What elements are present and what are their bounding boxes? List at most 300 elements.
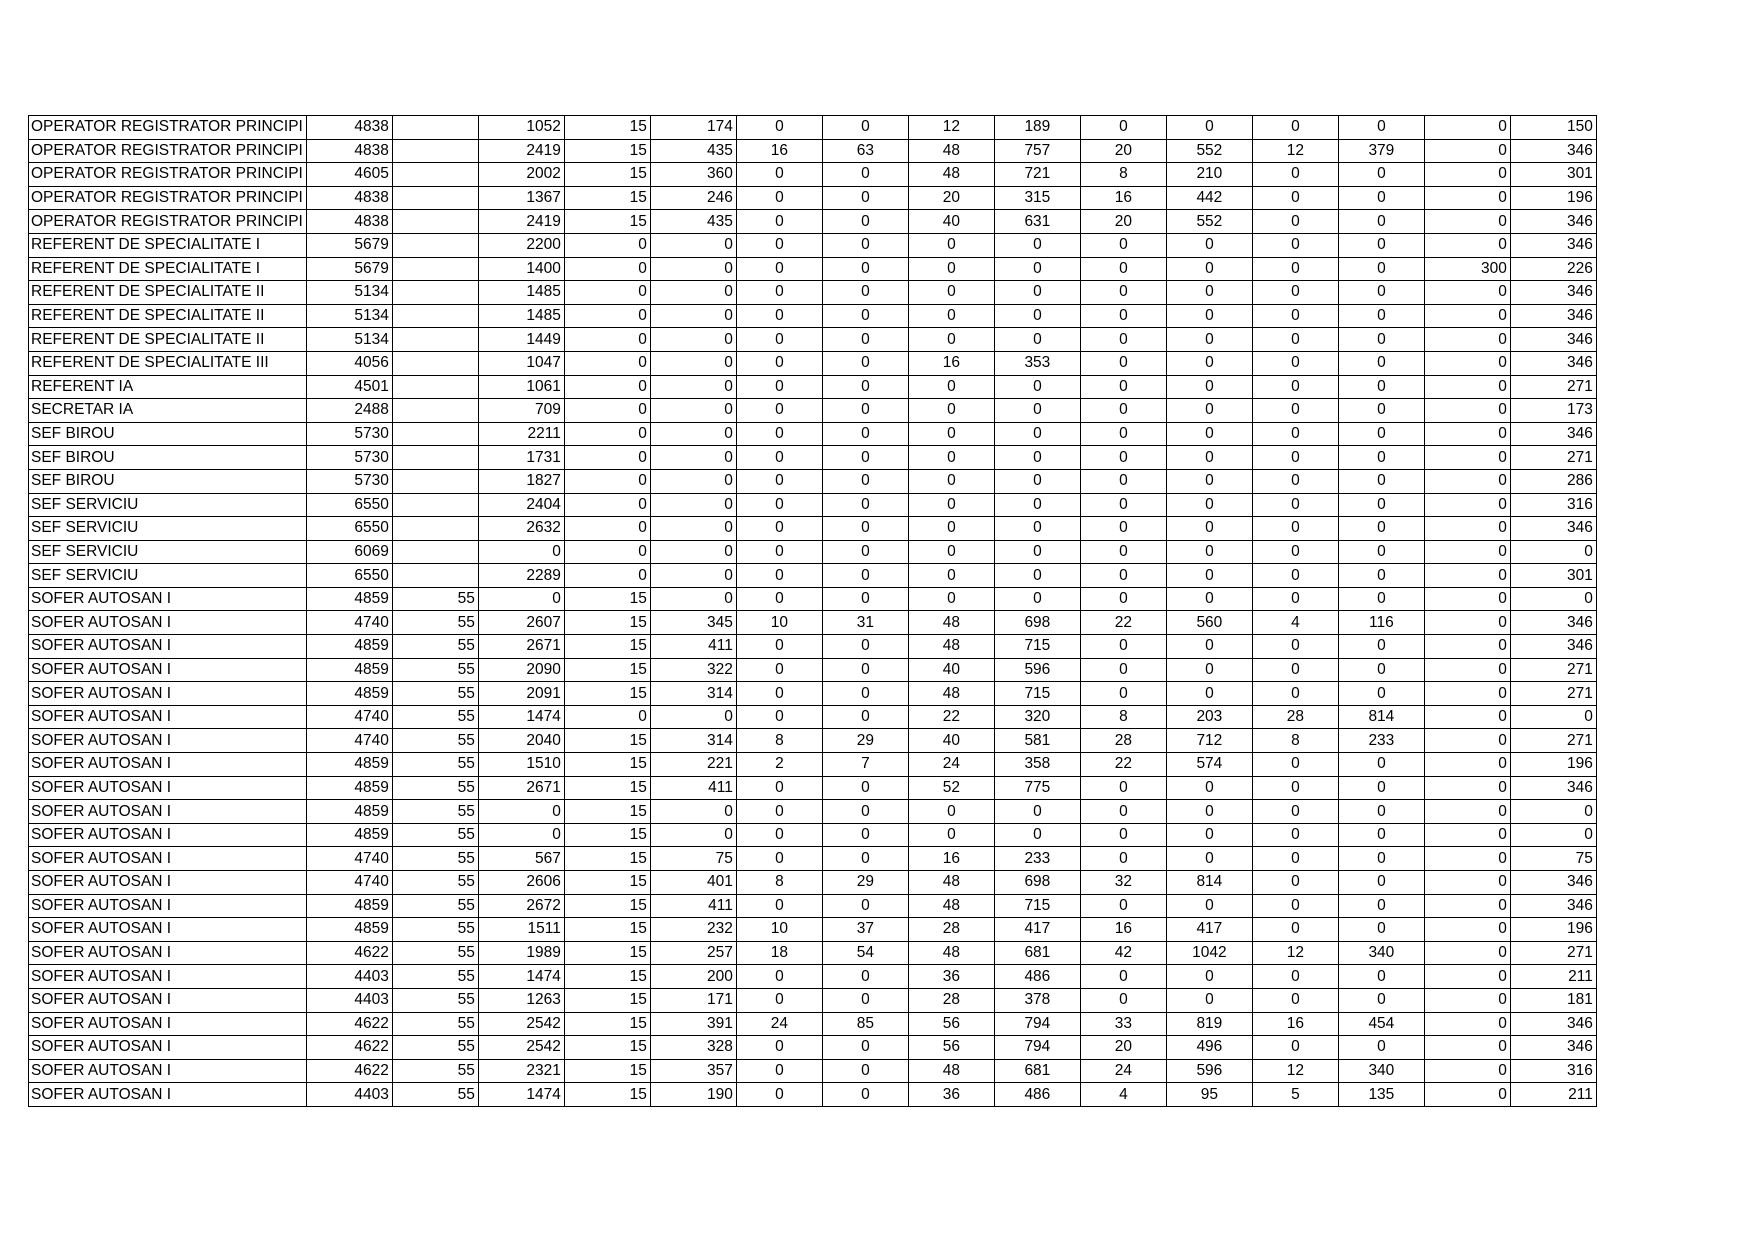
table-cell: 0 <box>1338 918 1424 942</box>
table-cell: 210 <box>1166 163 1252 187</box>
table-cell: 4838 <box>306 210 392 234</box>
table-cell: 16 <box>736 139 822 163</box>
table-cell: 4740 <box>306 871 392 895</box>
table-cell: 0 <box>1080 281 1166 305</box>
table-cell: 4859 <box>306 658 392 682</box>
table-cell: 346 <box>1510 139 1596 163</box>
table-cell <box>392 116 478 140</box>
table-cell: 0 <box>1338 635 1424 659</box>
table-cell: 496 <box>1166 1036 1252 1060</box>
table-cell: 0 <box>1252 823 1338 847</box>
table-cell: 0 <box>908 304 994 328</box>
table-cell: 0 <box>1252 493 1338 517</box>
table-cell: 15 <box>564 918 650 942</box>
table-cell: 0 <box>1424 847 1510 871</box>
table-cell: 0 <box>1338 894 1424 918</box>
table-cell: 346 <box>1510 422 1596 446</box>
table-cell: 0 <box>564 564 650 588</box>
table-cell: 345 <box>650 611 736 635</box>
table-cell: 0 <box>1252 540 1338 564</box>
table-cell: 55 <box>392 1012 478 1036</box>
table-cell: 0 <box>1080 776 1166 800</box>
table-cell: 0 <box>1252 1036 1338 1060</box>
table-row <box>29 776 1597 800</box>
table-cell: 173 <box>1510 399 1596 423</box>
table-cell: 54 <box>822 941 908 965</box>
table-cell: 0 <box>908 587 994 611</box>
table-cell: 4622 <box>306 1036 392 1060</box>
table-cell: 1474 <box>478 965 564 989</box>
table-cell: 715 <box>994 682 1080 706</box>
table-cell: 0 <box>994 823 1080 847</box>
table-cell: 0 <box>650 517 736 541</box>
table-cell: 24 <box>736 1012 822 1036</box>
table-row <box>29 186 1597 210</box>
table-cell: 2632 <box>478 517 564 541</box>
table-cell: 15 <box>564 988 650 1012</box>
table-cell: 5134 <box>306 304 392 328</box>
table-cell: 574 <box>1166 753 1252 777</box>
table-cell: 28 <box>1252 705 1338 729</box>
table-cell: 316 <box>1510 493 1596 517</box>
table-cell: 1485 <box>478 281 564 305</box>
table-cell: 0 <box>1252 446 1338 470</box>
table-cell: 20 <box>1080 210 1166 234</box>
table-cell: 1047 <box>478 351 564 375</box>
table-cell: 0 <box>908 422 994 446</box>
table-cell: 0 <box>478 587 564 611</box>
table-cell: 0 <box>736 587 822 611</box>
table-cell: 819 <box>1166 1012 1252 1036</box>
table-cell: 2542 <box>478 1036 564 1060</box>
table-cell: 4859 <box>306 753 392 777</box>
table-cell: 301 <box>1510 564 1596 588</box>
table-cell: 0 <box>1080 564 1166 588</box>
table-cell: 0 <box>908 564 994 588</box>
table-cell: 5679 <box>306 233 392 257</box>
table-cell: 15 <box>564 729 650 753</box>
table-cell: 10 <box>736 611 822 635</box>
table-cell: 233 <box>994 847 1080 871</box>
table-cell: 411 <box>650 776 736 800</box>
table-cell: 8 <box>1080 705 1166 729</box>
table-row <box>29 611 1597 635</box>
table-cell: 271 <box>1510 682 1596 706</box>
table-cell: 15 <box>564 1012 650 1036</box>
table-cell: 6550 <box>306 564 392 588</box>
table-cell: 1042 <box>1166 941 1252 965</box>
table-cell: 0 <box>1338 375 1424 399</box>
table-cell: 0 <box>822 422 908 446</box>
table-cell: 0 <box>1080 965 1166 989</box>
table-cell: 232 <box>650 918 736 942</box>
table-cell: 0 <box>1166 823 1252 847</box>
table-cell: 0 <box>822 682 908 706</box>
table-cell: 0 <box>1424 517 1510 541</box>
table-cell: 0 <box>1252 871 1338 895</box>
table-cell: 0 <box>1424 1083 1510 1107</box>
table-cell: 0 <box>1080 328 1166 352</box>
table-cell: 411 <box>650 635 736 659</box>
table-cell: 0 <box>736 988 822 1012</box>
table-cell: 15 <box>564 894 650 918</box>
table-cell: 715 <box>994 635 1080 659</box>
table-cell: 4740 <box>306 729 392 753</box>
table-cell: 36 <box>908 965 994 989</box>
table-cell: 0 <box>822 304 908 328</box>
cell-job-title: SOFER AUTOSAN I <box>29 776 307 800</box>
table-cell: 0 <box>736 210 822 234</box>
table-cell: 0 <box>1424 587 1510 611</box>
table-cell: 0 <box>1424 988 1510 1012</box>
table-cell: 552 <box>1166 139 1252 163</box>
table-cell: 0 <box>564 469 650 493</box>
table-cell: 0 <box>736 304 822 328</box>
cell-job-title: REFERENT DE SPECIALITATE I <box>29 233 307 257</box>
table-cell: 20 <box>1080 139 1166 163</box>
table-cell: 0 <box>1424 871 1510 895</box>
table-cell: 4622 <box>306 941 392 965</box>
table-cell: 0 <box>1080 988 1166 1012</box>
table-cell: 0 <box>1080 493 1166 517</box>
table-cell: 2289 <box>478 564 564 588</box>
table-cell: 0 <box>822 210 908 234</box>
table-cell: 0 <box>1166 446 1252 470</box>
table-cell: 0 <box>822 163 908 187</box>
table-cell: 0 <box>1338 257 1424 281</box>
table-cell: 0 <box>822 1083 908 1107</box>
table-cell: 681 <box>994 1059 1080 1083</box>
table-cell: 1052 <box>478 116 564 140</box>
table-cell: 0 <box>564 351 650 375</box>
cell-job-title: SOFER AUTOSAN I <box>29 871 307 895</box>
cell-job-title: SOFER AUTOSAN I <box>29 918 307 942</box>
table-cell: 0 <box>908 233 994 257</box>
table-cell: 0 <box>1166 587 1252 611</box>
table-cell: 0 <box>822 351 908 375</box>
table-cell: 4 <box>1252 611 1338 635</box>
table-row <box>29 682 1597 706</box>
cell-job-title: SOFER AUTOSAN I <box>29 587 307 611</box>
table-cell: 1474 <box>478 705 564 729</box>
table-cell: 16 <box>1252 1012 1338 1036</box>
table-cell: 0 <box>994 800 1080 824</box>
table-cell: 4859 <box>306 918 392 942</box>
table-cell: 0 <box>736 186 822 210</box>
table-cell: 0 <box>822 705 908 729</box>
table-cell: 0 <box>822 965 908 989</box>
table-cell: 15 <box>564 1059 650 1083</box>
table-cell: 712 <box>1166 729 1252 753</box>
table-cell: 0 <box>1338 399 1424 423</box>
table-cell: 211 <box>1510 1083 1596 1107</box>
table-cell: 346 <box>1510 871 1596 895</box>
table-cell: 15 <box>564 587 650 611</box>
table-cell: 0 <box>1252 186 1338 210</box>
table-cell: 4403 <box>306 1083 392 1107</box>
table-cell: 346 <box>1510 1036 1596 1060</box>
table-cell: 0 <box>1080 233 1166 257</box>
table-cell: 42 <box>1080 941 1166 965</box>
table-cell: 55 <box>392 965 478 989</box>
table-cell: 0 <box>1166 304 1252 328</box>
table-cell: 0 <box>1424 375 1510 399</box>
table-cell: 0 <box>822 823 908 847</box>
table-cell: 15 <box>564 210 650 234</box>
table-cell: 56 <box>908 1012 994 1036</box>
table-cell: 28 <box>908 988 994 1012</box>
cell-job-title: SEF SERVICIU <box>29 517 307 541</box>
table-cell: 15 <box>564 682 650 706</box>
table-cell: 7 <box>822 753 908 777</box>
table-cell: 2542 <box>478 1012 564 1036</box>
table-cell: 0 <box>1424 163 1510 187</box>
table-cell: 22 <box>908 705 994 729</box>
table-cell: 2404 <box>478 493 564 517</box>
table-cell: 0 <box>1166 257 1252 281</box>
table-cell: 12 <box>908 116 994 140</box>
table-cell: 0 <box>994 540 1080 564</box>
table-cell: 0 <box>650 469 736 493</box>
table-cell: 0 <box>1338 233 1424 257</box>
table-row <box>29 823 1597 847</box>
cell-job-title: SOFER AUTOSAN I <box>29 658 307 682</box>
table-cell: 0 <box>736 847 822 871</box>
cell-job-title: SOFER AUTOSAN I <box>29 965 307 989</box>
table-cell: 0 <box>1252 351 1338 375</box>
table-cell: 0 <box>736 682 822 706</box>
table-row <box>29 658 1597 682</box>
table-cell: 5730 <box>306 422 392 446</box>
table-cell: 0 <box>564 399 650 423</box>
table-cell <box>392 564 478 588</box>
table-cell: 55 <box>392 894 478 918</box>
table-cell <box>392 517 478 541</box>
table-cell: 0 <box>908 446 994 470</box>
table-cell: 55 <box>392 729 478 753</box>
table-cell: 0 <box>1080 635 1166 659</box>
table-cell: 29 <box>822 729 908 753</box>
table-row <box>29 163 1597 187</box>
table-cell: 0 <box>1338 422 1424 446</box>
table-cell: 0 <box>908 257 994 281</box>
table-cell: 346 <box>1510 776 1596 800</box>
table-cell: 0 <box>736 1059 822 1083</box>
table-cell: 0 <box>994 399 1080 423</box>
table-cell: 55 <box>392 658 478 682</box>
table-cell: 353 <box>994 351 1080 375</box>
table-cell: 55 <box>392 823 478 847</box>
table-cell: 4740 <box>306 847 392 871</box>
table-cell: 15 <box>564 1036 650 1060</box>
table-row <box>29 517 1597 541</box>
table-cell: 55 <box>392 587 478 611</box>
table-cell: 0 <box>1338 186 1424 210</box>
table-cell: 0 <box>1252 116 1338 140</box>
table-row <box>29 493 1597 517</box>
table-cell: 0 <box>564 422 650 446</box>
table-cell: 200 <box>650 965 736 989</box>
table-cell: 315 <box>994 186 1080 210</box>
table-cell: 346 <box>1510 1012 1596 1036</box>
table-cell: 55 <box>392 988 478 1012</box>
table-cell: 596 <box>1166 1059 1252 1083</box>
table-cell: 1263 <box>478 988 564 1012</box>
table-cell: 0 <box>994 446 1080 470</box>
cell-job-title: SOFER AUTOSAN I <box>29 800 307 824</box>
table-cell: 0 <box>822 800 908 824</box>
table-cell: 0 <box>736 375 822 399</box>
table-cell: 0 <box>1424 139 1510 163</box>
table-cell: 0 <box>1510 823 1596 847</box>
cell-job-title: SEF BIROU <box>29 446 307 470</box>
table-cell: 5 <box>1252 1083 1338 1107</box>
table-row <box>29 422 1597 446</box>
table-cell: 775 <box>994 776 1080 800</box>
table-cell: 417 <box>994 918 1080 942</box>
table-cell: 346 <box>1510 517 1596 541</box>
table-cell: 2419 <box>478 210 564 234</box>
table-cell: 0 <box>1166 422 1252 446</box>
table-cell: 75 <box>1510 847 1596 871</box>
table-cell: 196 <box>1510 186 1596 210</box>
table-cell: 24 <box>1080 1059 1166 1083</box>
table-cell: 0 <box>822 776 908 800</box>
table-cell: 0 <box>650 540 736 564</box>
cell-job-title: SECRETAR IA <box>29 399 307 423</box>
table-cell: 20 <box>1080 1036 1166 1060</box>
table-cell: 16 <box>1080 186 1166 210</box>
table-cell: 15 <box>564 965 650 989</box>
table-cell: 0 <box>1338 351 1424 375</box>
table-cell: 0 <box>1424 1059 1510 1083</box>
table-cell: 48 <box>908 871 994 895</box>
table-cell: 0 <box>1424 705 1510 729</box>
table-cell: 0 <box>1080 469 1166 493</box>
table-cell: 271 <box>1510 375 1596 399</box>
table-cell: 0 <box>822 493 908 517</box>
table-cell: 346 <box>1510 210 1596 234</box>
table-cell: 0 <box>1080 517 1166 541</box>
table-cell: 715 <box>994 894 1080 918</box>
table-cell: 55 <box>392 682 478 706</box>
cell-job-title: SEF SERVICIU <box>29 540 307 564</box>
table-cell: 0 <box>994 304 1080 328</box>
table-cell: 0 <box>1252 587 1338 611</box>
table-cell: 0 <box>822 635 908 659</box>
table-cell: 0 <box>1424 682 1510 706</box>
cell-job-title: OPERATOR REGISTRATOR PRINCIPI <box>29 116 307 140</box>
table-cell: 5730 <box>306 446 392 470</box>
table-cell: 4403 <box>306 988 392 1012</box>
table-cell: 271 <box>1510 729 1596 753</box>
table-cell: 346 <box>1510 351 1596 375</box>
table-cell: 15 <box>564 635 650 659</box>
cell-job-title: REFERENT IA <box>29 375 307 399</box>
table-cell: 0 <box>1252 776 1338 800</box>
table-cell: 0 <box>1338 800 1424 824</box>
table-cell: 52 <box>908 776 994 800</box>
table-cell: 346 <box>1510 894 1596 918</box>
table-cell: 0 <box>650 446 736 470</box>
table-cell: 15 <box>564 800 650 824</box>
table-row <box>29 1059 1597 1083</box>
table-cell: 8 <box>1252 729 1338 753</box>
table-cell: 0 <box>1166 281 1252 305</box>
table-cell: 0 <box>736 800 822 824</box>
table-cell: 0 <box>1080 399 1166 423</box>
cell-job-title: OPERATOR REGISTRATOR PRINCIPI <box>29 186 307 210</box>
table-cell: 0 <box>908 517 994 541</box>
table-cell: 12 <box>1252 941 1338 965</box>
table-cell: 0 <box>564 517 650 541</box>
table-row <box>29 871 1597 895</box>
table-cell: 0 <box>1252 422 1338 446</box>
table-cell: 4859 <box>306 823 392 847</box>
cell-job-title: SOFER AUTOSAN I <box>29 823 307 847</box>
table-cell: 0 <box>994 587 1080 611</box>
table-cell: 0 <box>1338 587 1424 611</box>
table-cell: 0 <box>1252 753 1338 777</box>
table-cell: 0 <box>1338 328 1424 352</box>
table-cell: 0 <box>908 399 994 423</box>
table-cell: 1989 <box>478 941 564 965</box>
table-cell: 322 <box>650 658 736 682</box>
table-cell: 28 <box>1080 729 1166 753</box>
table-cell: 16 <box>908 847 994 871</box>
table-cell: 55 <box>392 871 478 895</box>
table-cell: 0 <box>1252 281 1338 305</box>
table-cell: 0 <box>822 257 908 281</box>
table-cell: 0 <box>736 469 822 493</box>
table-cell: 16 <box>1080 918 1166 942</box>
table-row <box>29 116 1597 140</box>
table-cell <box>392 304 478 328</box>
table-cell <box>392 328 478 352</box>
table-cell: 0 <box>1080 847 1166 871</box>
table-cell: 181 <box>1510 988 1596 1012</box>
table-cell: 346 <box>1510 281 1596 305</box>
table-cell: 15 <box>564 776 650 800</box>
table-cell: 316 <box>1510 1059 1596 1083</box>
table-cell: 1474 <box>478 1083 564 1107</box>
table-cell: 271 <box>1510 446 1596 470</box>
table-row <box>29 965 1597 989</box>
table-cell: 0 <box>822 564 908 588</box>
table-cell: 203 <box>1166 705 1252 729</box>
table-cell: 55 <box>392 1083 478 1107</box>
table-cell: 1485 <box>478 304 564 328</box>
table-row <box>29 847 1597 871</box>
table-cell: 0 <box>736 328 822 352</box>
table-cell <box>392 399 478 423</box>
cell-job-title: SEF BIROU <box>29 422 307 446</box>
table-cell: 0 <box>1252 163 1338 187</box>
table-cell: 0 <box>1424 1036 1510 1060</box>
table-cell: 435 <box>650 139 736 163</box>
table-cell: 15 <box>564 847 650 871</box>
table-cell: 0 <box>1424 446 1510 470</box>
table-cell: 0 <box>1080 682 1166 706</box>
table-cell: 48 <box>908 635 994 659</box>
table-cell: 0 <box>1424 800 1510 824</box>
table-row <box>29 918 1597 942</box>
table-cell: 0 <box>1424 469 1510 493</box>
table-cell: 2488 <box>306 399 392 423</box>
table-cell: 0 <box>1166 540 1252 564</box>
table-cell: 0 <box>564 705 650 729</box>
table-cell: 0 <box>1080 446 1166 470</box>
